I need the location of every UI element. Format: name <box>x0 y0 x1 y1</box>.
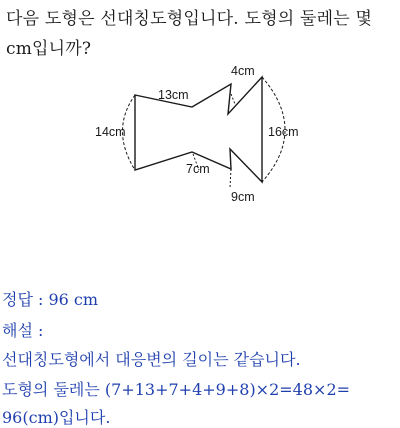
explanation-label: 해설 : <box>2 321 44 340</box>
label-7cm: 7cm <box>186 162 210 176</box>
question-text <box>6 4 398 64</box>
bottom-notch-guide <box>230 169 231 188</box>
explanation-line-2: 도형의 둘레는 (7+13+7+4+9+8)×2=48×2= <box>2 380 351 399</box>
label-13cm: 13cm <box>158 88 189 102</box>
explanation-line-3: 96(cm)입니다. <box>2 408 111 427</box>
answer-result: 정답 : 96 cm <box>2 290 99 309</box>
top-notch-guide <box>231 94 235 104</box>
label-9cm: 9cm <box>231 190 255 204</box>
question-line-2: cm입니까? <box>6 39 92 59</box>
question-line-1: 다음 도형은 선대칭도형입니다. 도형의 둘레는 몇 <box>6 9 373 29</box>
explanation-line-1: 선대칭도형에서 대응변의 길이는 같습니다. <box>2 350 301 369</box>
symmetric-figure <box>90 60 300 212</box>
label-14cm: 14cm <box>95 125 126 139</box>
label-4cm: 4cm <box>231 64 255 78</box>
label-16cm: 16cm <box>268 125 299 139</box>
